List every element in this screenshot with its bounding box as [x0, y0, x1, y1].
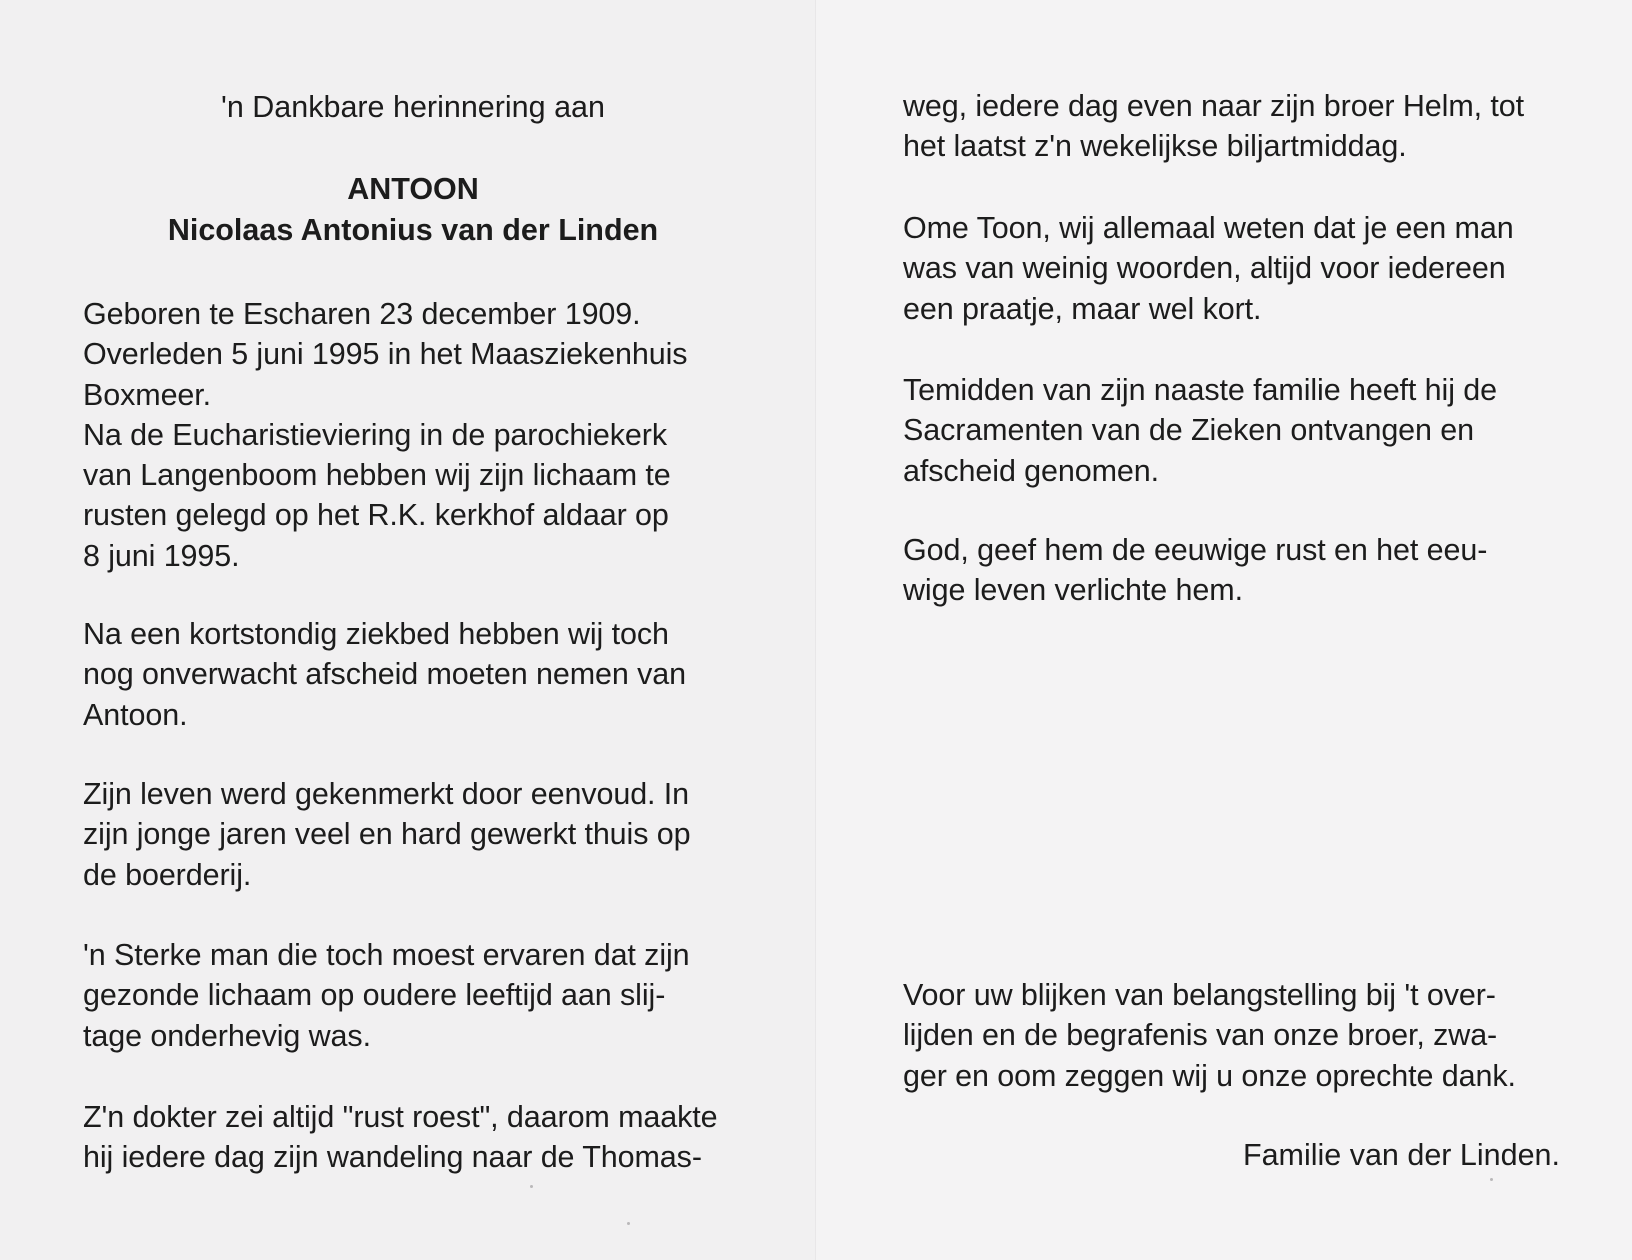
paper-speck: [627, 1222, 630, 1225]
ome-toon-paragraph: [903, 208, 1563, 329]
text-line: Geboren te Escharen 23 december 1909.: [83, 297, 641, 331]
text-line: rusten gelegd op het R.K. kerkhof aldaar op: [83, 498, 669, 533]
text-line: hij iedere dag zijn wandeling naar de Thomas-: [83, 1140, 702, 1175]
text-line: God, geef hem de eeuwige rust en het eeu-: [903, 533, 1488, 567]
text-line: Boxmeer.: [83, 377, 212, 412]
text-line: het laatst z'n wekelijkse biljartmiddag.: [903, 129, 1407, 164]
text-line: nog onverwacht afscheid moeten nemen van: [83, 657, 686, 692]
paper-speck: [530, 1185, 533, 1188]
family-signature: Familie van der Linden.: [1242, 1138, 1560, 1172]
text-line: gezonde lichaam op oudere leeftijd aan slij-: [83, 978, 666, 1013]
text-line: weg, iedere dag even naar zijn broer Helm, tot: [903, 89, 1524, 123]
doctor-paragraph: [83, 1097, 743, 1178]
text-line: 'n Sterke man die toch moest ervaren dat zijn: [83, 938, 690, 972]
text-line: was van weinig woorden, altijd voor iedereen: [903, 251, 1506, 286]
farewell-paragraph: [83, 614, 743, 735]
text-line: Voor uw blijken van belangstelling bij 't over-: [903, 978, 1496, 1012]
text-line: ger en oom zeggen wij u onze oprechte dank.: [903, 1058, 1516, 1093]
text-line: 8 juni 1995.: [83, 538, 240, 573]
full-name-heading: Nicolaas Antonius van der Linden: [167, 213, 659, 247]
sacraments-paragraph: [903, 370, 1563, 491]
text-line: Temidden van zijn naaste familie heeft hij de: [903, 373, 1497, 407]
text-line: Z'n dokter zei altijd "rust roest", daarom maakte: [83, 1100, 718, 1134]
thanks-paragraph: [903, 975, 1563, 1096]
text-line: zijn jonge jaren veel en hard gewerkt thuis op: [83, 817, 691, 852]
text-line: Na de Eucharistieviering in de parochiekerk: [83, 417, 667, 452]
text-line: Sacramenten van de Zieken ontvangen en: [903, 413, 1475, 448]
birth-death-paragraph: [83, 294, 743, 576]
text-line: afscheid genomen.: [903, 453, 1160, 488]
strong-man-paragraph: [83, 935, 743, 1056]
life-paragraph: [83, 774, 743, 895]
paper-speck: [1490, 1178, 1493, 1181]
walk-paragraph: [903, 86, 1563, 167]
first-name-heading: ANTOON: [347, 172, 479, 206]
text-line: lijden en de begrafenis van onze broer, zwa-: [903, 1018, 1498, 1053]
text-line: Na een kortstondig ziekbed hebben wij toch: [83, 617, 669, 651]
text-line: tage onderhevig was.: [83, 1018, 371, 1053]
text-line: Zijn leven werd gekenmerkt door eenvoud. In: [83, 777, 690, 811]
right-page: [816, 0, 1632, 1260]
text-line: wige leven verlichte hem.: [903, 573, 1243, 608]
text-line: Antoon.: [83, 697, 188, 732]
text-line: de boerderij.: [83, 857, 252, 892]
text-line: van Langenboom hebben wij zijn lichaam te: [83, 458, 671, 493]
text-line: Ome Toon, wij allemaal weten dat je een man: [903, 211, 1514, 245]
intro-line: 'n Dankbare herinnering aan: [221, 90, 605, 124]
text-line: een praatje, maar wel kort.: [903, 291, 1262, 326]
prayer-paragraph: [903, 530, 1563, 611]
text-line: Overleden 5 juni 1995 in het Maasziekenhuis: [83, 337, 688, 372]
